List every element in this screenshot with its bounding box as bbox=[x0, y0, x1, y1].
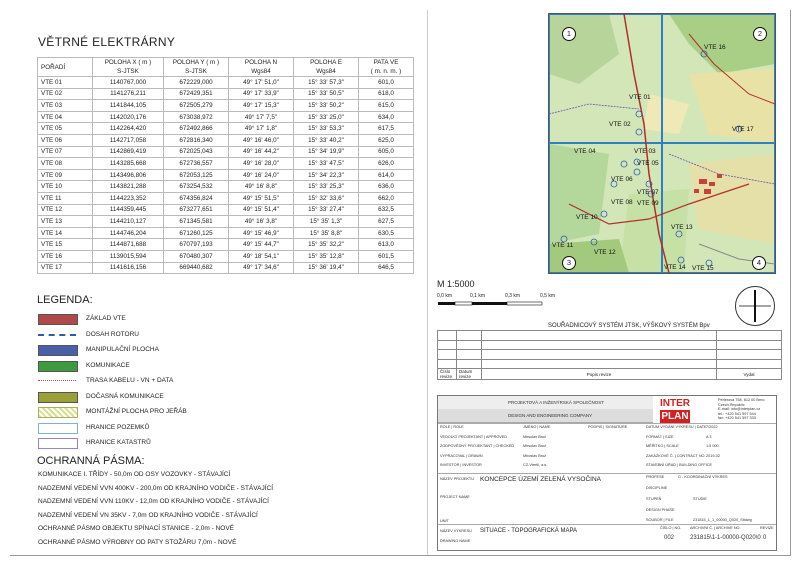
table-cell: 672229,000 bbox=[164, 77, 229, 89]
table-row bbox=[38, 181, 414, 193]
role-label: VYPRACOVAL | DRAWN bbox=[440, 453, 483, 458]
table-row bbox=[38, 88, 414, 100]
table-cell: 636,0 bbox=[359, 181, 414, 193]
table-header: POLOHA E Wgs84 bbox=[294, 58, 359, 77]
legend-symbol bbox=[38, 438, 78, 449]
legend-symbol bbox=[38, 345, 78, 356]
table-cell: 673038,972 bbox=[164, 111, 229, 123]
page-title: VĚTRNÉ ELEKTRÁRNY bbox=[38, 35, 176, 49]
logo-text-bottom: PLAN bbox=[661, 411, 689, 422]
map-label-vte15: VTE 15 bbox=[692, 265, 714, 272]
table-cell: 15° 35' 12,8" bbox=[294, 250, 359, 262]
table-row bbox=[38, 134, 414, 146]
person-name: Miroslav Brož bbox=[523, 453, 546, 458]
table-cell: VTE 13 bbox=[38, 216, 93, 228]
table-cell: VTE 16 bbox=[38, 250, 93, 262]
protection-zone-line: KOMUNIKACE I. TŘÍDY - 50,0m OD OSY VOZOVKY - STÁVAJÍCÍ bbox=[38, 471, 231, 478]
table-cell: 1144210,127 bbox=[93, 216, 164, 228]
table-cell: VTE 03 bbox=[38, 100, 93, 112]
legend-label: HRANICE KATASTRŮ bbox=[86, 439, 151, 446]
table-cell: 15° 33' 53,3" bbox=[294, 123, 359, 135]
info-value: 2019-02 bbox=[706, 453, 720, 458]
table-cell: 615,0 bbox=[359, 100, 414, 112]
unit-label: UNIT bbox=[440, 519, 449, 523]
legend-label: MANIPULAČNÍ PLOCHA bbox=[86, 346, 159, 353]
scale-tick-1: 0,1 km bbox=[470, 293, 486, 299]
table-cell: 49° 15' 51,5" bbox=[229, 192, 294, 204]
coordinate-system-note: SOUŘADNICOVÝ SYSTÉM JTSK, VÝŠKOVÝ SYSTÉM Bpv bbox=[548, 323, 710, 329]
table-cell: 613,0 bbox=[359, 239, 414, 251]
table-cell: 49° 16' 44,2" bbox=[229, 146, 294, 158]
table-cell: 49° 16' 8,8" bbox=[229, 181, 294, 193]
person-name: Mirsolav Brož bbox=[523, 444, 546, 448]
info-value: 7/2022 bbox=[706, 425, 718, 429]
drawing-title: SITUACE - TOPOGRAFICKÁ MAPA bbox=[480, 528, 578, 534]
table-cell: 1143285,668 bbox=[93, 158, 164, 170]
table-cell: VTE 10 bbox=[38, 181, 93, 193]
table-header: POLOHA X ( m ) S-JTSK bbox=[93, 58, 164, 77]
table-cell: VTE 04 bbox=[38, 111, 93, 123]
table-row bbox=[38, 146, 414, 158]
table-cell: 15° 33' 25,0" bbox=[294, 111, 359, 123]
table-cell: 15° 33' 50,2" bbox=[294, 100, 359, 112]
table-cell: 674356,824 bbox=[164, 192, 229, 204]
table-cell: 15° 34' 22,3" bbox=[294, 169, 359, 181]
table-cell: 15° 33' 40,2" bbox=[294, 134, 359, 146]
map-label-vte06: VTE 06 bbox=[611, 176, 633, 183]
map-label-vte04: VTE 04 bbox=[574, 148, 596, 155]
company-name-cz: PROJEKTOVÁ A INŽENÝRSKÁ SPOLEČNOST bbox=[508, 400, 604, 405]
table-cell: 15° 36' 19,4" bbox=[294, 262, 359, 274]
table-cell: 669440,682 bbox=[164, 262, 229, 274]
phase-value: STUDIE bbox=[693, 497, 707, 501]
table-cell: 49° 16' 46,0" bbox=[229, 134, 294, 146]
map-label-vte03: VTE 03 bbox=[634, 148, 656, 155]
drawing-title-label: NÁZEV VÝKRESU bbox=[440, 529, 472, 533]
map-label-vte12: VTE 12 bbox=[594, 249, 616, 256]
table-row bbox=[38, 250, 414, 262]
info-value: 1:5 000 bbox=[706, 444, 719, 448]
protection-zone-line: NADZEMNÍ VEDENÍ VVN 110KV - 12,0m OD KRAJNÍHO VODIČE - STÁVAJÍCÍ bbox=[38, 498, 269, 505]
project-label: NÁZEV PROJEKTU bbox=[440, 477, 474, 481]
archive-number: 231815\1-1-00000-Q020\0 bbox=[690, 535, 761, 541]
table-cell: 49° 15' 46,9" bbox=[229, 227, 294, 239]
archive-number-label: ARCHIVNÍ Č. | ARCHIVE NO. bbox=[690, 526, 741, 530]
map-label-vte14: VTE 14 bbox=[664, 264, 686, 271]
table-row bbox=[38, 227, 414, 239]
table-cell: VTE 17 bbox=[38, 262, 93, 274]
map-label-vte08: VTE 08 bbox=[611, 199, 633, 206]
table-cell: 646,5 bbox=[359, 262, 414, 274]
protection-zone-line: NADZEMNÍ VEDENÍ VN 35KV - 7,0m OD KRAJNÍHO VODIČE - STÁVAJÍCÍ bbox=[38, 511, 258, 519]
contact-line: tel.: +420 541 597 544 bbox=[718, 411, 756, 416]
table-cell: 672429,351 bbox=[164, 88, 229, 100]
table-cell: 632,5 bbox=[359, 204, 414, 216]
revision-col-issued: Vydal bbox=[717, 369, 782, 380]
table-row bbox=[38, 100, 414, 112]
legend-label: DOČASNÁ KOMUNIKACE bbox=[86, 392, 164, 400]
legend-symbol bbox=[38, 407, 78, 418]
revision-col-description: Popis revize bbox=[482, 369, 717, 380]
table-cell: 1141276,211 bbox=[93, 88, 164, 100]
table-cell: 672736,557 bbox=[164, 158, 229, 170]
file-value: 231815_1_1_00000_Q020_Sitdwg bbox=[693, 518, 752, 522]
name-header: JMÉNO | NAME bbox=[523, 425, 551, 429]
table-cell: VTE 12 bbox=[38, 204, 93, 216]
person-name: CZ-Vtretil, a.s. bbox=[523, 463, 548, 467]
table-cell: 49° 17' 15,3" bbox=[229, 100, 294, 112]
legend-symbol bbox=[38, 392, 78, 403]
table-cell: 1144746,204 bbox=[93, 227, 164, 239]
revision-table bbox=[437, 330, 782, 380]
phase-label: STUPEŇ bbox=[646, 497, 662, 501]
table-cell: 626,0 bbox=[359, 158, 414, 170]
info-label: ZAKÁZKOVÉ Č. | CONTRACT NO. bbox=[646, 453, 706, 458]
table-cell: 1143821,288 bbox=[93, 181, 164, 193]
quadrant-1-label: 1 bbox=[562, 27, 576, 41]
table-cell: 15° 32' 33,6" bbox=[294, 192, 359, 204]
table-cell: 670797,193 bbox=[164, 239, 229, 251]
table-row bbox=[38, 262, 414, 274]
map-label-vte05: VTE 05 bbox=[637, 160, 659, 167]
table-cell: VTE 09 bbox=[38, 169, 93, 181]
contact-line: E-mail: info@interplan.cz bbox=[718, 407, 761, 411]
table-cell: 49° 15' 44,7" bbox=[229, 239, 294, 251]
drawing-number-label: ČÍSLO | NO. bbox=[660, 526, 682, 530]
table-header: POLOHA N Wgs84 bbox=[229, 58, 294, 77]
table-cell: 1141616,156 bbox=[93, 262, 164, 274]
contact-line: Perlerova 758, 612 00 Brno bbox=[718, 398, 765, 402]
quadrant-3-label: 3 bbox=[562, 256, 576, 270]
contact-line: fax: +420 541 597 333 bbox=[718, 416, 756, 420]
table-row bbox=[38, 216, 414, 228]
table-header: POŘADÍ bbox=[38, 58, 93, 77]
table-cell: 1142869,419 bbox=[93, 146, 164, 158]
table-cell: 15° 35' 32,2" bbox=[294, 239, 359, 251]
table-cell: 634,0 bbox=[359, 111, 414, 123]
protection-zone-line: OCHRANNÉ PÁSMO VÝROBNY OD PATY STOŽÁRU 7,0m - NOVÉ bbox=[38, 538, 237, 546]
table-cell: 15° 33' 47,5" bbox=[294, 158, 359, 170]
table-cell: 670480,307 bbox=[164, 250, 229, 262]
protection-zone-line: OCHRANNÉ PÁSMO OBJEKTU SPÍNACÍ STANICE - 2,0m - NOVÉ bbox=[38, 525, 234, 532]
table-cell: 627,5 bbox=[359, 216, 414, 228]
table-cell: 601,0 bbox=[359, 77, 414, 89]
table-cell: 15° 35' 1,3" bbox=[294, 216, 359, 228]
design-phase-label: DESIGN PHASE bbox=[646, 508, 675, 512]
table-cell: VTE 14 bbox=[38, 227, 93, 239]
legend-label: MONTÁŽNÍ PLOCHA PRO JEŘÁB bbox=[86, 408, 187, 415]
table-cell: VTE 01 bbox=[38, 77, 93, 89]
table-cell: 49° 17' 1,8" bbox=[229, 123, 294, 135]
table-header: POLOHA Y ( m ) S-JTSK bbox=[164, 58, 229, 77]
table-cell: 15° 34' 19,9" bbox=[294, 146, 359, 158]
frame-bottom-line bbox=[10, 555, 791, 556]
table-row bbox=[38, 111, 414, 123]
table-cell: VTE 11 bbox=[38, 192, 93, 204]
legend-label: KOMUNIKACE bbox=[86, 361, 130, 369]
table-cell: 49° 17' 34,6" bbox=[229, 262, 294, 274]
project-name-label-en: PROJECT NAME bbox=[440, 495, 470, 499]
file-label: SOUBOR | FILE bbox=[646, 518, 674, 522]
revision-number: 0 bbox=[763, 535, 767, 541]
table-cell: VTE 07 bbox=[38, 146, 93, 158]
table-cell: 15° 33' 25,3" bbox=[294, 181, 359, 193]
table-cell: 614,0 bbox=[359, 169, 414, 181]
legend-label: DOSAH ROTORU bbox=[86, 330, 139, 338]
scale-tick-3: 0,5 km bbox=[540, 293, 556, 299]
table-cell: 671345,581 bbox=[164, 216, 229, 228]
revision-col-number: Číslo revize bbox=[438, 369, 457, 380]
legend-title: LEGENDA: bbox=[37, 294, 93, 306]
table-cell: 605,0 bbox=[359, 146, 414, 158]
role-label: INVESTOR | INVESTOR bbox=[440, 463, 482, 467]
table-cell: 1139015,594 bbox=[93, 250, 164, 262]
table-cell: 15° 33' 50,5" bbox=[294, 88, 359, 100]
table-cell: 1144359,445 bbox=[93, 204, 164, 216]
map-label-vte09: VTE 09 bbox=[637, 200, 659, 207]
map-label-vte17: VTE 17 bbox=[732, 126, 754, 133]
info-label: DATUM VYDÁNÍ VÝKRESU | DATE bbox=[646, 425, 707, 429]
map-label-vte10: VTE 10 bbox=[576, 214, 598, 221]
legend-label: TRASA KABELU - VN + DATA bbox=[86, 377, 174, 384]
table-cell: 601,5 bbox=[359, 250, 414, 262]
map-label-vte02: VTE 02 bbox=[609, 121, 631, 128]
table-cell: 672816,340 bbox=[164, 134, 229, 146]
table-cell: 672505,279 bbox=[164, 100, 229, 112]
role-label: ZODPOVĚDNÝ PROJEKTANT | CHECKED bbox=[440, 444, 515, 448]
role-label: VEDOUCÍ PROJEKTANT | APPROVED bbox=[440, 434, 508, 439]
frame-right-line bbox=[790, 10, 791, 555]
legend-symbol bbox=[38, 334, 76, 336]
table-cell: 1142264,420 bbox=[93, 123, 164, 135]
table-row bbox=[38, 123, 414, 135]
frame-divider-line bbox=[427, 10, 428, 555]
table-cell: VTE 05 bbox=[38, 123, 93, 135]
table-cell: 49° 16' 28,0" bbox=[229, 158, 294, 170]
table-cell: 49° 17' 33,9" bbox=[229, 88, 294, 100]
table-cell: VTE 06 bbox=[38, 134, 93, 146]
info-label: MĚŘÍTKO | SCALE bbox=[646, 444, 679, 448]
company-logo bbox=[660, 397, 690, 423]
table-header: PATA VE ( m. n. m. ) bbox=[359, 58, 414, 77]
protection-zone-line: NADZEMNÍ VEDENÍ VVN 400KV - 200,0m OD KRAJNÍHO VODIČE - STÁVAJÍCÍ bbox=[38, 484, 274, 492]
table-cell: 1143496,806 bbox=[93, 169, 164, 181]
logo-text-top: INTER bbox=[660, 398, 690, 409]
table-cell: 49° 16' 24,0" bbox=[229, 169, 294, 181]
drawing-name-label-en: DRAWING NAME bbox=[440, 539, 471, 543]
info-label: STAVEBNÍ ÚŘAD | BUILDING OFFICE bbox=[646, 463, 713, 467]
table-cell: 673277,651 bbox=[164, 204, 229, 216]
quadrant-2-label: 2 bbox=[753, 27, 767, 41]
scale-tick-0: 0,0 km bbox=[437, 293, 453, 299]
quadrant-4-label: 4 bbox=[752, 256, 766, 270]
table-row bbox=[38, 169, 414, 181]
table-cell: 1141844,105 bbox=[93, 100, 164, 112]
north-arrow-icon bbox=[735, 286, 775, 326]
map-label-vte16: VTE 16 bbox=[704, 44, 726, 51]
topographic-map[interactable] bbox=[548, 13, 776, 274]
map-label-vte01: VTE 01 bbox=[629, 94, 651, 101]
table-cell: 630,5 bbox=[359, 227, 414, 239]
table-cell: 662,0 bbox=[359, 192, 414, 204]
discipline-label: DISCIPLINE bbox=[646, 486, 668, 490]
table-cell: VTE 02 bbox=[38, 88, 93, 100]
protection-zones-title: OCHRANNÁ PÁSMA: bbox=[37, 455, 145, 467]
profession-value: G - KOORDINAČNÍ VÝKRES bbox=[678, 475, 728, 479]
legend-label: ZÁKLAD VTE bbox=[86, 315, 126, 322]
table-cell: 1142717,058 bbox=[93, 134, 164, 146]
company-name-en: DESIGN AND ENGINEERING COMPANY bbox=[508, 413, 593, 418]
project-name: KONCEPCE ÚZEMÍ ZELENÁ VYSOČINA bbox=[480, 476, 601, 483]
table-cell: 672025,043 bbox=[164, 146, 229, 158]
legend-label: HRANICE POZEMKŮ bbox=[86, 423, 150, 431]
contact-line: Czech Republic bbox=[718, 402, 745, 407]
title-block bbox=[437, 395, 777, 551]
legend-symbol bbox=[38, 361, 78, 372]
table-cell: 15° 33' 27,4" bbox=[294, 204, 359, 216]
info-value: A 3 bbox=[706, 434, 712, 439]
table-cell: 1142020,176 bbox=[93, 111, 164, 123]
table-cell: 15° 35' 8,8" bbox=[294, 227, 359, 239]
map-label-vte11: VTE 11 bbox=[552, 242, 574, 249]
north-arrow-drawing bbox=[736, 287, 774, 325]
table-cell: 49° 15' 51,4" bbox=[229, 204, 294, 216]
map-label-vte13: VTE 13 bbox=[671, 224, 693, 231]
role-label: ROLE | ROLE bbox=[440, 425, 464, 429]
scale-tick-2: 0,3 km bbox=[505, 293, 521, 299]
table-row bbox=[38, 192, 414, 204]
profession-label: PROFESE bbox=[646, 475, 665, 479]
revision-label: REVIZE bbox=[760, 526, 774, 530]
table-cell: 617,5 bbox=[359, 123, 414, 135]
person-name: Mirsolav Brož bbox=[523, 434, 546, 439]
scale-title: M 1:5000 bbox=[437, 279, 475, 289]
table-cell: 672053,125 bbox=[164, 169, 229, 181]
table-cell: 49° 18' 54,1" bbox=[229, 250, 294, 262]
table-cell: 15° 33' 57,3" bbox=[294, 77, 359, 89]
legend-symbol bbox=[38, 380, 76, 381]
table-cell: 49° 17' 51,0" bbox=[229, 77, 294, 89]
table-cell: 625,0 bbox=[359, 134, 414, 146]
table-row bbox=[38, 239, 414, 251]
table-cell: 671260,125 bbox=[164, 227, 229, 239]
table-cell: 672492,866 bbox=[164, 123, 229, 135]
table-cell: 1144223,352 bbox=[93, 192, 164, 204]
table-cell: VTE 08 bbox=[38, 158, 93, 170]
map-drawing bbox=[549, 14, 775, 273]
signature-header: PODPIS | SIGNATURE bbox=[588, 425, 628, 429]
map-label-vte07: VTE 07 bbox=[637, 189, 659, 196]
scale-bar bbox=[437, 300, 557, 308]
table-cell: 49° 16' 3,8" bbox=[229, 216, 294, 228]
legend-symbol bbox=[38, 314, 78, 325]
table-row bbox=[38, 204, 414, 216]
legend-symbol bbox=[38, 423, 78, 434]
table-cell: 49° 17' 7,5" bbox=[229, 111, 294, 123]
table-row bbox=[38, 158, 414, 170]
table-cell: 673254,532 bbox=[164, 181, 229, 193]
table-cell: 618,0 bbox=[359, 88, 414, 100]
table-cell: 1144871,688 bbox=[93, 239, 164, 251]
revision-col-date: Datum revize bbox=[457, 369, 482, 380]
table-cell: VTE 15 bbox=[38, 239, 93, 251]
turbine-table bbox=[37, 57, 414, 274]
info-label: FORMÁT | SIZE bbox=[646, 434, 674, 439]
table-row bbox=[38, 77, 414, 89]
drawing-number: 002 bbox=[664, 535, 675, 541]
table-cell: 1140767,000 bbox=[93, 77, 164, 89]
